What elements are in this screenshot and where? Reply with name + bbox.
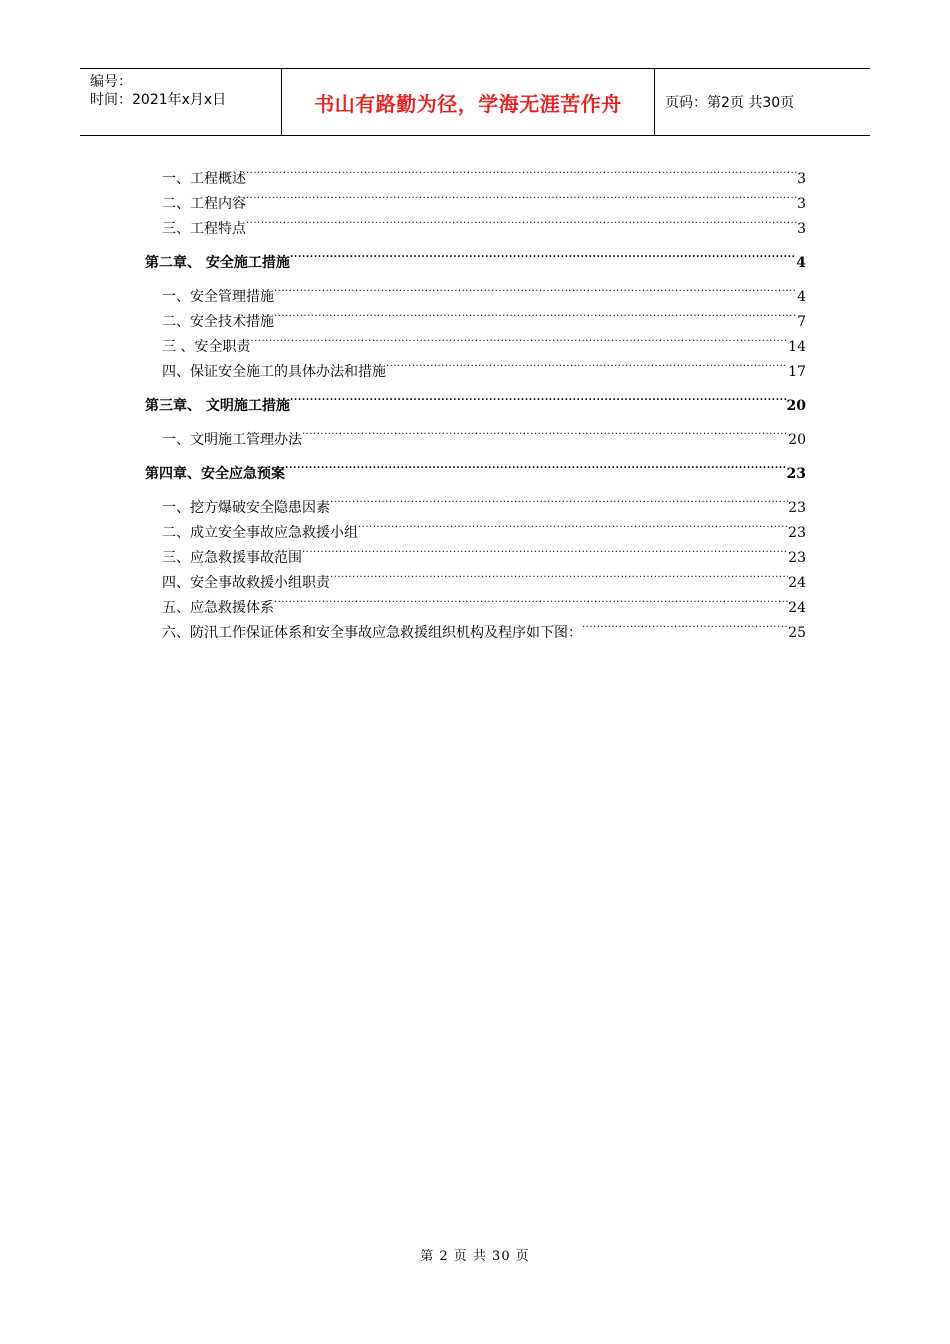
toc-dot-leader [582,612,788,637]
toc-entry-page: 4 [796,255,806,271]
toc-chapter-entry[interactable] [145,242,806,271]
toc-entry-page: 20 [788,432,806,448]
page-footer: 第 2 页 共 30 页 [420,1249,530,1264]
toc-entry-label: 二、成立安全事故应急救援小组 [162,525,358,541]
toc-dot-leader [302,537,788,562]
toc-entry-label: 一、挖方爆破安全隐患因素 [162,500,330,516]
toc-dot-leader [274,276,797,301]
toc-entry-page: 3 [797,196,806,212]
toc-entry-label: 二、工程内容 [162,196,246,212]
toc-dot-leader [246,158,797,183]
toc-dot-leader [290,385,787,410]
header-meta-cell [80,69,282,135]
toc-dot-leader [274,301,797,326]
toc-dot-leader [330,562,788,587]
toc-entry[interactable] [145,276,806,305]
toc-entry-label: 第二章、 安全施工措施 [145,255,290,271]
toc-dot-leader [246,208,797,233]
toc-entry-label: 四、安全事故救援小组职责 [162,575,330,591]
toc-entry-page: 24 [788,575,806,591]
toc-entry-page: 23 [788,550,806,566]
toc-entry-label: 第四章、安全应急预案 [145,466,285,482]
toc-entry-label: 二、安全技术措施 [162,314,274,330]
toc-entry-label: 一、工程概述 [162,171,246,187]
table-of-contents [145,158,806,641]
toc-entry[interactable] [145,487,806,516]
toc-chapter-entry[interactable] [145,385,806,414]
toc-dot-leader [358,512,788,537]
toc-entry-label: 一、文明施工管理办法 [162,432,302,448]
toc-dot-leader [290,242,796,267]
header-motto: 书山有路勤为径，学海无涯苦作舟 [314,91,622,116]
toc-entry-page: 23 [786,466,806,482]
toc-entry-label: 六、防汛工作保证体系和安全事故应急救援组织机构及程序如下图： [162,625,582,641]
toc-dot-leader [302,419,788,444]
toc-entry-page: 25 [788,625,806,641]
toc-dot-leader [330,487,788,512]
toc-dot-leader [285,453,787,478]
toc-entry-label: 四、保证安全施工的具体办法和措施 [162,364,386,380]
toc-entry[interactable] [145,158,806,187]
toc-chapter-entry[interactable] [145,453,806,482]
page-header [80,68,870,136]
toc-entry-label: 三、应急救援事故范围 [162,550,302,566]
toc-entry-label: 三 、安全职责 [162,339,251,355]
toc-entry-page: 23 [788,500,806,516]
document-number-label: 编号： [90,74,132,90]
toc-entry-page: 3 [797,171,806,187]
toc-entry-page: 4 [797,289,806,305]
toc-dot-leader [250,326,788,351]
toc-entry-page: 24 [788,600,806,616]
toc-dot-leader [274,587,788,612]
toc-entry-page: 3 [797,221,806,237]
toc-entry-label: 三、工程特点 [162,221,246,237]
toc-entry-page: 14 [788,339,806,355]
toc-entry-label: 五、应急救援体系 [162,600,274,616]
toc-entry-page: 23 [788,525,806,541]
header-page-info: 页码：第2页 共30页 [665,95,795,111]
toc-entry-page: 20 [786,398,806,414]
toc-dot-leader [246,183,797,208]
header-motto-cell [282,69,655,135]
document-date: 时间：2021年x月x日 [90,92,227,108]
header-page-cell [655,69,870,135]
toc-entry[interactable] [145,419,806,448]
toc-entry-page: 17 [788,364,806,380]
toc-entry-label: 一、安全管理措施 [162,289,274,305]
toc-dot-leader [386,351,788,376]
toc-entry-page: 7 [797,314,806,330]
toc-entry-label: 第三章、 文明施工措施 [145,398,290,414]
